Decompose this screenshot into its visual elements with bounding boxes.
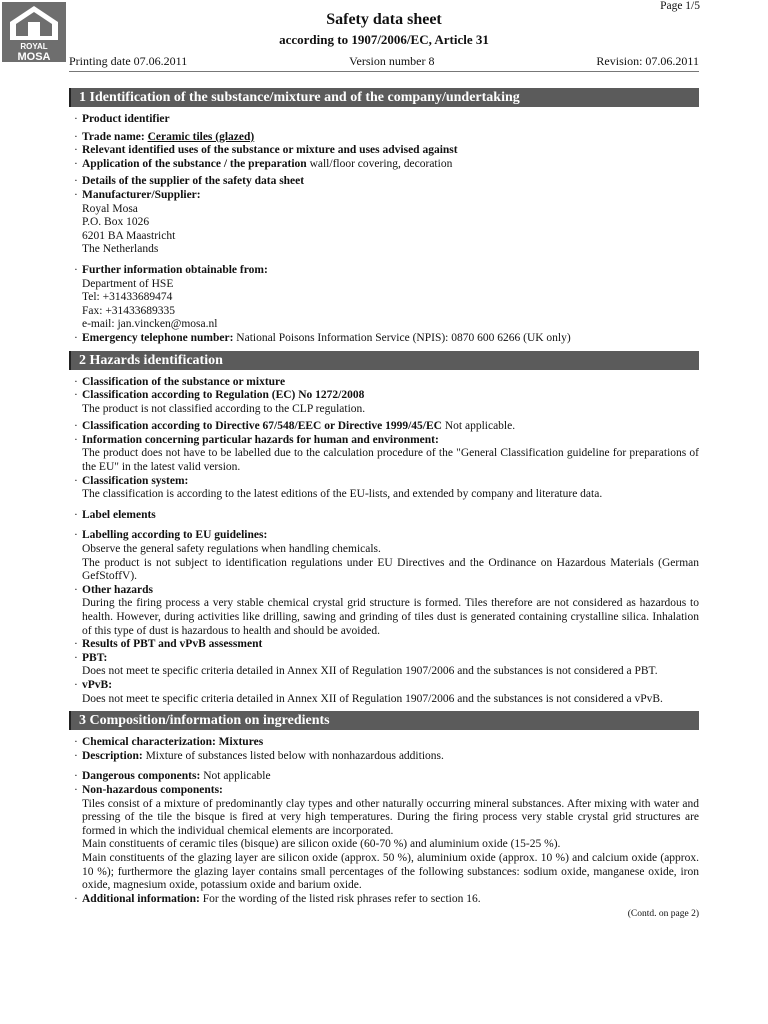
contact-line: Department of HSE bbox=[82, 277, 174, 290]
other-hazards: · Other hazards bbox=[82, 584, 699, 598]
non-hazardous-text-1: Tiles consist of a mixture of predominantly clay types and other naturally occurring mineral substances. After mixing with water and pressing of the tile the bisque is fired at very high temperatures. During the firing process very stable crystal grid structures are formed in which the individual chemical elements are incorporated. bbox=[82, 797, 699, 837]
uses-advised: · Relevant identified uses of the substance or mixture and uses advised against bbox=[82, 144, 699, 158]
further-info: · Further information obtainable from: bbox=[82, 264, 699, 278]
eu-labelling: · Labelling according to EU guidelines: bbox=[82, 529, 699, 543]
supplier-details: · Details of the supplier of the safety data sheet bbox=[82, 175, 699, 189]
hazard-info-text: The product does not have to be labelled due to the calculation procedure of the "General Classification guideline for preparations of the EU" in the latest valid version. bbox=[82, 447, 699, 474]
address-line: P.O. Box 1026 bbox=[82, 216, 150, 229]
vpvb-text: Does not meet te specific criteria detailed in Annex XII of Regulation 1907/2006 and the substances is not considered a vPvB. bbox=[82, 692, 663, 705]
clp-classification: · Classification according to Regulation (EC) No 1272/2008 bbox=[82, 389, 699, 403]
trade-name: · Trade name: Ceramic tiles (glazed) bbox=[82, 131, 699, 145]
section-2-heading: 2 Hazards identification bbox=[69, 351, 699, 370]
section-1-body bbox=[69, 107, 699, 346]
header-divider bbox=[69, 71, 699, 72]
other-hazards-text: During the firing process a very stable chemical crystal grid structure is formed. Tiles therefore are not considered as hazardous to health. However, during activities like drilling, sawing and grinding of tiles dust is generated containing crystalline silica. Inhalation of this type of dust is hazardous to health and should be avoided. bbox=[82, 597, 699, 637]
additional-information: · Additional information: For the wording of the listed risk phrases refer to section 16. bbox=[82, 893, 699, 907]
page-number: Page 1/5 bbox=[660, 0, 700, 12]
section-1-heading: 1 Identification of the substance/mixture and of the company/undertaking bbox=[69, 88, 699, 107]
version-number: Version number 8 bbox=[349, 54, 435, 68]
manufacturer: · Manufacturer/Supplier: bbox=[82, 189, 699, 203]
non-hazardous-components: · Non-hazardous components: bbox=[82, 784, 699, 798]
chemical-characterization: · Chemical characterization: Mixtures bbox=[82, 736, 699, 750]
pbt-results: · Results of PBT and vPvB assessment bbox=[82, 638, 699, 652]
document-subtitle: according to 1907/2006/EC, Article 31 bbox=[279, 32, 489, 47]
contact-line: Tel: +31433689474 bbox=[82, 291, 173, 304]
contact-line: Fax: +31433689335 bbox=[82, 304, 176, 317]
contact-line: e-mail: jan.vincken@mosa.nl bbox=[82, 318, 218, 331]
house-logo-icon bbox=[2, 2, 66, 62]
emergency-phone: · Emergency telephone number: National Poisons Information Service (NPIS): 0870 600 6266 (UK only) bbox=[82, 332, 699, 346]
document-title: Safety data sheet bbox=[326, 11, 442, 28]
section-2-body bbox=[69, 370, 699, 707]
classification-system: · Classification system: bbox=[82, 475, 699, 489]
pbt-text: Does not meet te specific criteria detailed in Annex XII of Regulation 1907/2006 and the substances is not considered a PBT. bbox=[82, 665, 658, 678]
non-hazardous-text-2: Main constituents of ceramic tiles (bisque) are silicon oxide (60-70 %) and aluminium oxide (15-25 %). bbox=[82, 838, 561, 851]
revision-date: Revision: 07.06.2011 bbox=[596, 54, 699, 68]
address-line: Royal Mosa bbox=[82, 202, 138, 215]
address-line: The Netherlands bbox=[82, 243, 159, 256]
royal-mosa-logo bbox=[2, 2, 66, 62]
product-identifier: · Product identifier bbox=[82, 113, 699, 127]
eu-labelling-text-2: The product is not subject to identification regulations under EU Directives and the Ordinance on Hazardous Materials (German GefStoffV). bbox=[82, 556, 699, 583]
dangerous-components: · Dangerous components: Not applicable bbox=[82, 770, 699, 784]
directive-classification: · Classification according to Directive 67/548/EEC or Directive 1999/45/EC Not applicable. bbox=[82, 420, 699, 434]
vpvb: · vPvB: bbox=[82, 679, 699, 693]
document-meta bbox=[69, 55, 699, 69]
classification: · Classification of the substance or mixture bbox=[82, 376, 699, 390]
section-3-heading: 3 Composition/information on ingredients bbox=[69, 711, 699, 730]
non-hazardous-text-3: Main constituents of the glazing layer are silicon oxide (approx. 50 %), aluminium oxide (approx. 10 %) and calcium oxide (approx. 10 %); furthermore the glazing layer contains small percentages of the following substances: sodium oxide, manganese oxide, iron oxide, magnesium oxide, potassium oxide and barium oxide. bbox=[82, 851, 699, 892]
eu-labelling-text-1: Observe the general safety regulations when handling chemicals. bbox=[82, 543, 381, 556]
application: · Application of the substance / the preparation wall/floor covering, decoration bbox=[82, 158, 699, 172]
classification-system-text: The classification is according to the latest editions of the EU-lists, and extended by company and literature data. bbox=[82, 488, 603, 501]
printing-date: Printing date 07.06.2011 bbox=[69, 54, 188, 68]
pbt: · PBT: bbox=[82, 652, 699, 666]
address-line: 6201 BA Maastricht bbox=[82, 229, 176, 242]
document-body bbox=[69, 88, 699, 922]
hazard-info: · Information concerning particular hazards for human and environment: bbox=[82, 434, 699, 448]
label-elements: · Label elements bbox=[82, 509, 699, 523]
continued-note: (Contd. on page 2) bbox=[627, 909, 699, 920]
section-3-body bbox=[69, 730, 699, 906]
svg-text:MOSA: MOSA bbox=[17, 51, 51, 62]
clp-text: The product is not classified according to the CLP regulation. bbox=[82, 402, 366, 415]
svg-text:ROYAL: ROYAL bbox=[20, 42, 48, 51]
description: · Description: Mixture of substances listed below with nonhazardous additions. bbox=[82, 750, 699, 764]
